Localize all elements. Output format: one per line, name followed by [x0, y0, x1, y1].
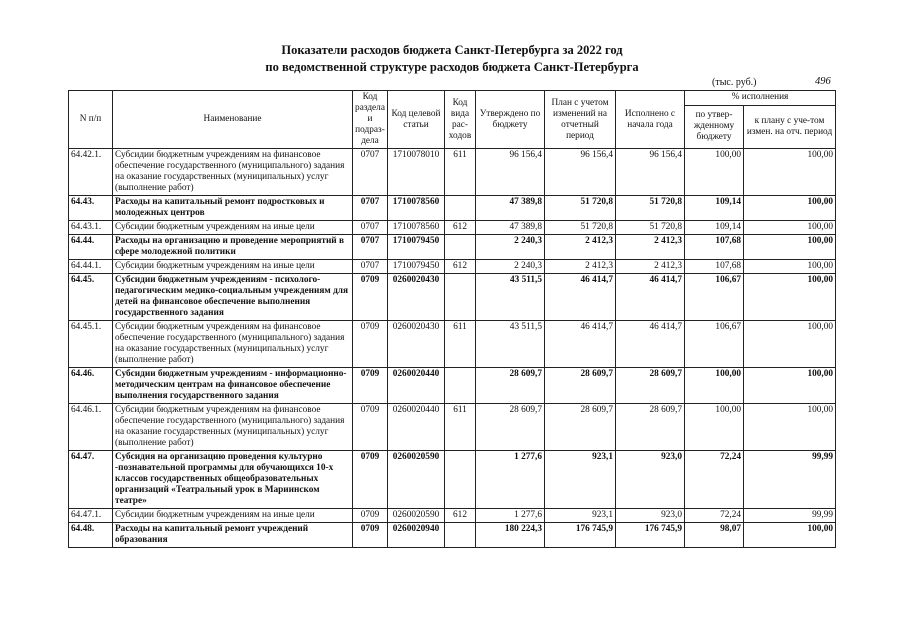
table-row [69, 196, 836, 221]
header-plan: План с учетом изменений на отчетный период [545, 91, 616, 149]
cell-num: 64.46.1. [69, 404, 113, 451]
cell-target: 0260020430 [388, 274, 445, 321]
header-name: Наименование [113, 91, 353, 149]
cell-approved: 43 511,5 [476, 274, 545, 321]
table-row [69, 221, 836, 235]
header-percent-group: % исполнения [685, 91, 836, 106]
cell-kind: 611 [445, 149, 476, 196]
cell-pct-budget: 72,24 [685, 451, 744, 509]
cell-approved: 2 240,3 [476, 235, 545, 260]
table-row [69, 509, 836, 523]
cell-num: 64.43.1. [69, 221, 113, 235]
cell-plan: 176 745,9 [545, 523, 616, 548]
cell-executed: 46 414,7 [616, 274, 685, 321]
cell-num: 64.46. [69, 368, 113, 404]
cell-executed: 923,0 [616, 509, 685, 523]
cell-approved: 28 609,7 [476, 404, 545, 451]
cell-section: 0707 [353, 260, 388, 274]
cell-kind [445, 368, 476, 404]
cell-executed: 51 720,8 [616, 196, 685, 221]
cell-name: Расходы на капитальный ремонт подростковых и молодежных центров [113, 196, 353, 221]
cell-kind: 612 [445, 221, 476, 235]
table-row [69, 235, 836, 260]
cell-name: Субсидии бюджетным учреждениям на финансовое обеспечение государственного (муниципального) задания на оказание государственных (муниципальных) услуг (выполнение работ) [113, 149, 353, 196]
cell-name: Субсидии бюджетным учреждениям на иные цели [113, 260, 353, 274]
table-row [69, 321, 836, 368]
cell-executed: 51 720,8 [616, 221, 685, 235]
cell-kind [445, 274, 476, 321]
cell-pct-budget: 100,00 [685, 149, 744, 196]
table-row [69, 368, 836, 404]
cell-target: 0260020590 [388, 509, 445, 523]
cell-num: 64.42.1. [69, 149, 113, 196]
cell-pct-budget: 100,00 [685, 368, 744, 404]
header-kind: Код вида рас-ходов [445, 91, 476, 149]
cell-section: 0709 [353, 404, 388, 451]
cell-pct-budget: 107,68 [685, 260, 744, 274]
table-row [69, 451, 836, 509]
cell-num: 64.43. [69, 196, 113, 221]
cell-plan: 923,1 [545, 509, 616, 523]
cell-name: Субсидии бюджетным учреждениям на иные цели [113, 509, 353, 523]
cell-section: 0709 [353, 451, 388, 509]
header-num: N п/п [69, 91, 113, 149]
cell-num: 64.47. [69, 451, 113, 509]
cell-approved: 180 224,3 [476, 523, 545, 548]
cell-plan: 2 412,3 [545, 260, 616, 274]
cell-section: 0709 [353, 321, 388, 368]
cell-kind [445, 523, 476, 548]
cell-kind: 611 [445, 321, 476, 368]
cell-plan: 46 414,7 [545, 274, 616, 321]
cell-name: Расходы на капитальный ремонт учреждений образования [113, 523, 353, 548]
cell-target: 1710078560 [388, 196, 445, 221]
cell-pct-plan: 100,00 [744, 235, 836, 260]
cell-name: Субсидии бюджетным учреждениям на финансовое обеспечение государственного (муниципального) задания на оказание государственных (муниципальных) услуг (выполнение работ) [113, 404, 353, 451]
cell-kind: 612 [445, 260, 476, 274]
cell-section: 0707 [353, 235, 388, 260]
cell-approved: 1 277,6 [476, 451, 545, 509]
cell-target: 0260020440 [388, 368, 445, 404]
units-label: (тыс. руб.) [712, 77, 757, 88]
cell-pct-plan: 100,00 [744, 221, 836, 235]
cell-kind: 612 [445, 509, 476, 523]
cell-target: 0260020590 [388, 451, 445, 509]
cell-executed: 176 745,9 [616, 523, 685, 548]
header-section: Код раздела и подраз-дела [353, 91, 388, 149]
cell-num: 64.44. [69, 235, 113, 260]
cell-target: 0260020430 [388, 321, 445, 368]
cell-pct-plan: 100,00 [744, 274, 836, 321]
cell-pct-budget: 109,14 [685, 221, 744, 235]
cell-plan: 923,1 [545, 451, 616, 509]
table-row [69, 404, 836, 451]
title-line-2: по ведомственной структуре расходов бюджета Санкт-Петербурга [265, 60, 639, 74]
cell-executed: 46 414,7 [616, 321, 685, 368]
document-title [0, 42, 904, 76]
cell-section: 0709 [353, 509, 388, 523]
cell-approved: 43 511,5 [476, 321, 545, 368]
cell-plan: 96 156,4 [545, 149, 616, 196]
cell-pct-plan: 99,99 [744, 451, 836, 509]
cell-pct-plan: 100,00 [744, 523, 836, 548]
header-pct-budget: по утвер-жденному бюджету [685, 105, 744, 148]
budget-table [68, 90, 836, 548]
cell-approved: 1 277,6 [476, 509, 545, 523]
cell-executed: 28 609,7 [616, 368, 685, 404]
cell-plan: 46 414,7 [545, 321, 616, 368]
cell-plan: 28 609,7 [545, 404, 616, 451]
cell-executed: 2 412,3 [616, 260, 685, 274]
cell-name: Субсидии бюджетным учреждениям - информационно-методическим центрам на финансовое обеспечение выполнения государственного задания [113, 368, 353, 404]
cell-executed: 2 412,3 [616, 235, 685, 260]
cell-pct-budget: 106,67 [685, 274, 744, 321]
cell-executed: 28 609,7 [616, 404, 685, 451]
cell-target: 0260020440 [388, 404, 445, 451]
table-row [69, 274, 836, 321]
cell-pct-plan: 100,00 [744, 404, 836, 451]
cell-plan: 51 720,8 [545, 221, 616, 235]
cell-plan: 28 609,7 [545, 368, 616, 404]
table-row [69, 149, 836, 196]
cell-approved: 47 389,8 [476, 196, 545, 221]
cell-plan: 2 412,3 [545, 235, 616, 260]
cell-num: 64.47.1. [69, 509, 113, 523]
table-row [69, 260, 836, 274]
cell-pct-budget: 100,00 [685, 404, 744, 451]
cell-name: Расходы на организацию и проведение мероприятий в сфере молодежной политики [113, 235, 353, 260]
cell-pct-plan: 100,00 [744, 149, 836, 196]
cell-plan: 51 720,8 [545, 196, 616, 221]
cell-section: 0709 [353, 523, 388, 548]
header-executed: Исполнено с начала года [616, 91, 685, 149]
cell-pct-plan: 100,00 [744, 260, 836, 274]
cell-target: 1710078560 [388, 221, 445, 235]
cell-section: 0707 [353, 196, 388, 221]
cell-section: 0707 [353, 221, 388, 235]
cell-target: 0260020940 [388, 523, 445, 548]
cell-target: 1710079450 [388, 235, 445, 260]
cell-name: Субсидии бюджетным учреждениям на финансовое обеспечение государственного (муниципального) задания на оказание государственных (муниципальных) услуг (выполнение работ) [113, 321, 353, 368]
cell-approved: 96 156,4 [476, 149, 545, 196]
table-row [69, 523, 836, 548]
cell-approved: 47 389,8 [476, 221, 545, 235]
header-target: Код целевой статьи [388, 91, 445, 149]
header-pct-plan: к плану с уче-том измен. на отч. период [744, 105, 836, 148]
cell-pct-plan: 100,00 [744, 321, 836, 368]
cell-num: 64.45. [69, 274, 113, 321]
cell-section: 0709 [353, 368, 388, 404]
cell-section: 0707 [353, 149, 388, 196]
cell-approved: 28 609,7 [476, 368, 545, 404]
cell-pct-budget: 107,68 [685, 235, 744, 260]
cell-kind [445, 235, 476, 260]
cell-target: 1710079450 [388, 260, 445, 274]
page-number: 496 [815, 76, 831, 87]
cell-name: Субсидии бюджетным учреждениям на иные цели [113, 221, 353, 235]
cell-name: Субсидии бюджетным учреждениям - психолого-педагогическим медико-социальным учреждениям для детей на финансовое обеспечение выполнения государственного задания [113, 274, 353, 321]
cell-num: 64.48. [69, 523, 113, 548]
cell-pct-budget: 106,67 [685, 321, 744, 368]
cell-kind [445, 451, 476, 509]
cell-kind: 611 [445, 404, 476, 451]
cell-name: Субсидия на организацию проведения культурно -познавательной программы для обучающихся 10-х классов государственных общеобразовательных организаций «Театральный урок в Мариинском театре» [113, 451, 353, 509]
cell-executed: 96 156,4 [616, 149, 685, 196]
cell-executed: 923,0 [616, 451, 685, 509]
cell-target: 1710078010 [388, 149, 445, 196]
header-approved: Утверждено по бюджету [476, 91, 545, 149]
cell-pct-plan: 100,00 [744, 368, 836, 404]
cell-num: 64.45.1. [69, 321, 113, 368]
cell-pct-plan: 100,00 [744, 196, 836, 221]
cell-pct-budget: 109,14 [685, 196, 744, 221]
cell-num: 64.44.1. [69, 260, 113, 274]
cell-kind [445, 196, 476, 221]
cell-pct-budget: 98,07 [685, 523, 744, 548]
cell-approved: 2 240,3 [476, 260, 545, 274]
title-line-1: Показатели расходов бюджета Санкт-Петербурга за 2022 год [281, 43, 623, 57]
cell-pct-budget: 72,24 [685, 509, 744, 523]
table-body [69, 149, 836, 548]
cell-pct-plan: 99,99 [744, 509, 836, 523]
cell-section: 0709 [353, 274, 388, 321]
